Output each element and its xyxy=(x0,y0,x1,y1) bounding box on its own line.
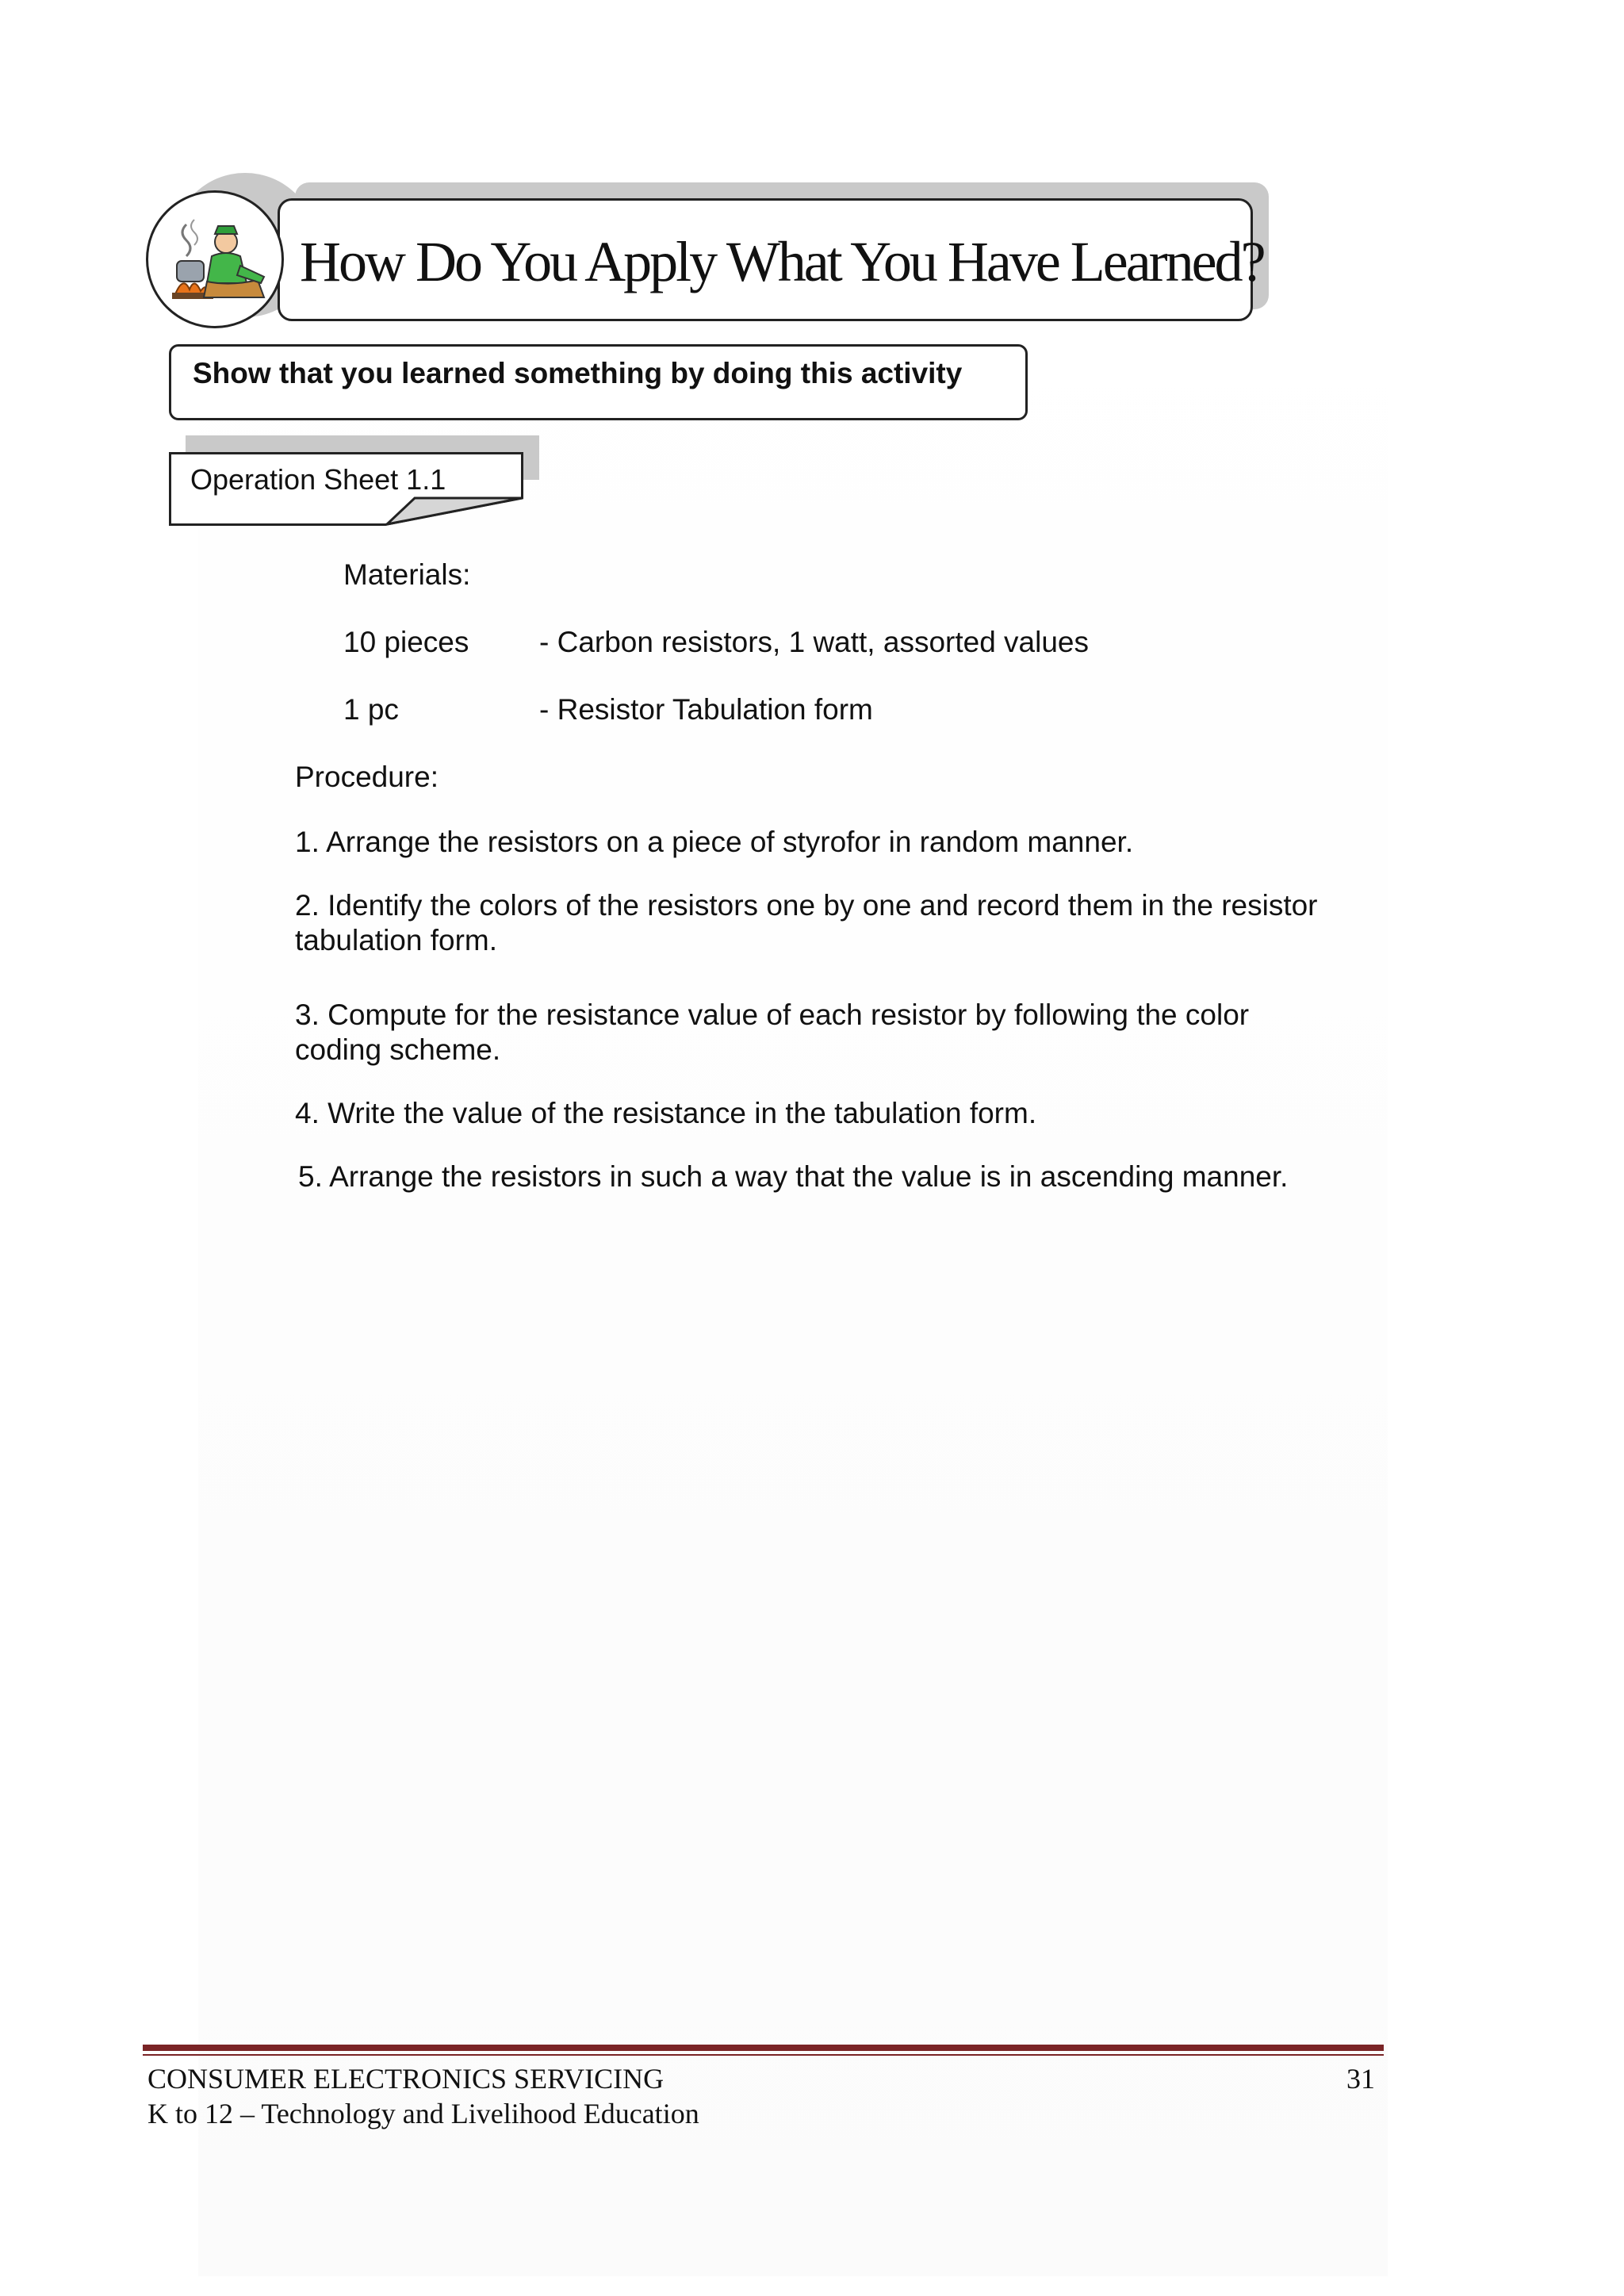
procedure-step: 2. Identify the colors of the resistors one by one and record them in the resistor tabulation form. xyxy=(295,889,1318,956)
materials-heading: Materials: xyxy=(343,558,471,591)
page-number: 31 xyxy=(1346,2063,1375,2095)
instruction-text: Show that you learned something by doing this activity xyxy=(193,357,963,389)
footer-rule-thin xyxy=(143,2054,1384,2056)
footer-program-title: K to 12 – Technology and Livelihood Education xyxy=(147,2098,699,2129)
material-qty: 1 pc xyxy=(343,693,399,726)
procedure-step: 4. Write the value of the resistance in the tabulation form. xyxy=(295,1097,1037,1129)
material-qty: 10 pieces xyxy=(343,626,469,658)
operation-sheet-label: Operation Sheet 1.1 xyxy=(190,463,446,496)
procedure-step: 1. Arrange the resistors on a piece of styrofor in random manner. xyxy=(295,826,1134,858)
procedure-step: 3. Compute for the resistance value of each resistor by following the color coding scheme. xyxy=(295,999,1250,1066)
procedure-step: 5. Arrange the resistors in such a way that the value is in ascending manner. xyxy=(298,1160,1289,1193)
footer-course-title: CONSUMER ELECTRONICS SERVICING xyxy=(147,2063,665,2095)
footer-rule xyxy=(143,2045,1384,2051)
material-description: - Carbon resistors, 1 watt, assorted values xyxy=(539,626,1090,658)
person-at-campfire-icon xyxy=(146,190,284,328)
page-background xyxy=(198,254,1388,2276)
page-title: How Do You Apply What You Have Learned? xyxy=(300,230,1264,293)
material-description: - Resistor Tabulation form xyxy=(539,693,873,726)
procedure-heading: Procedure: xyxy=(295,761,439,793)
